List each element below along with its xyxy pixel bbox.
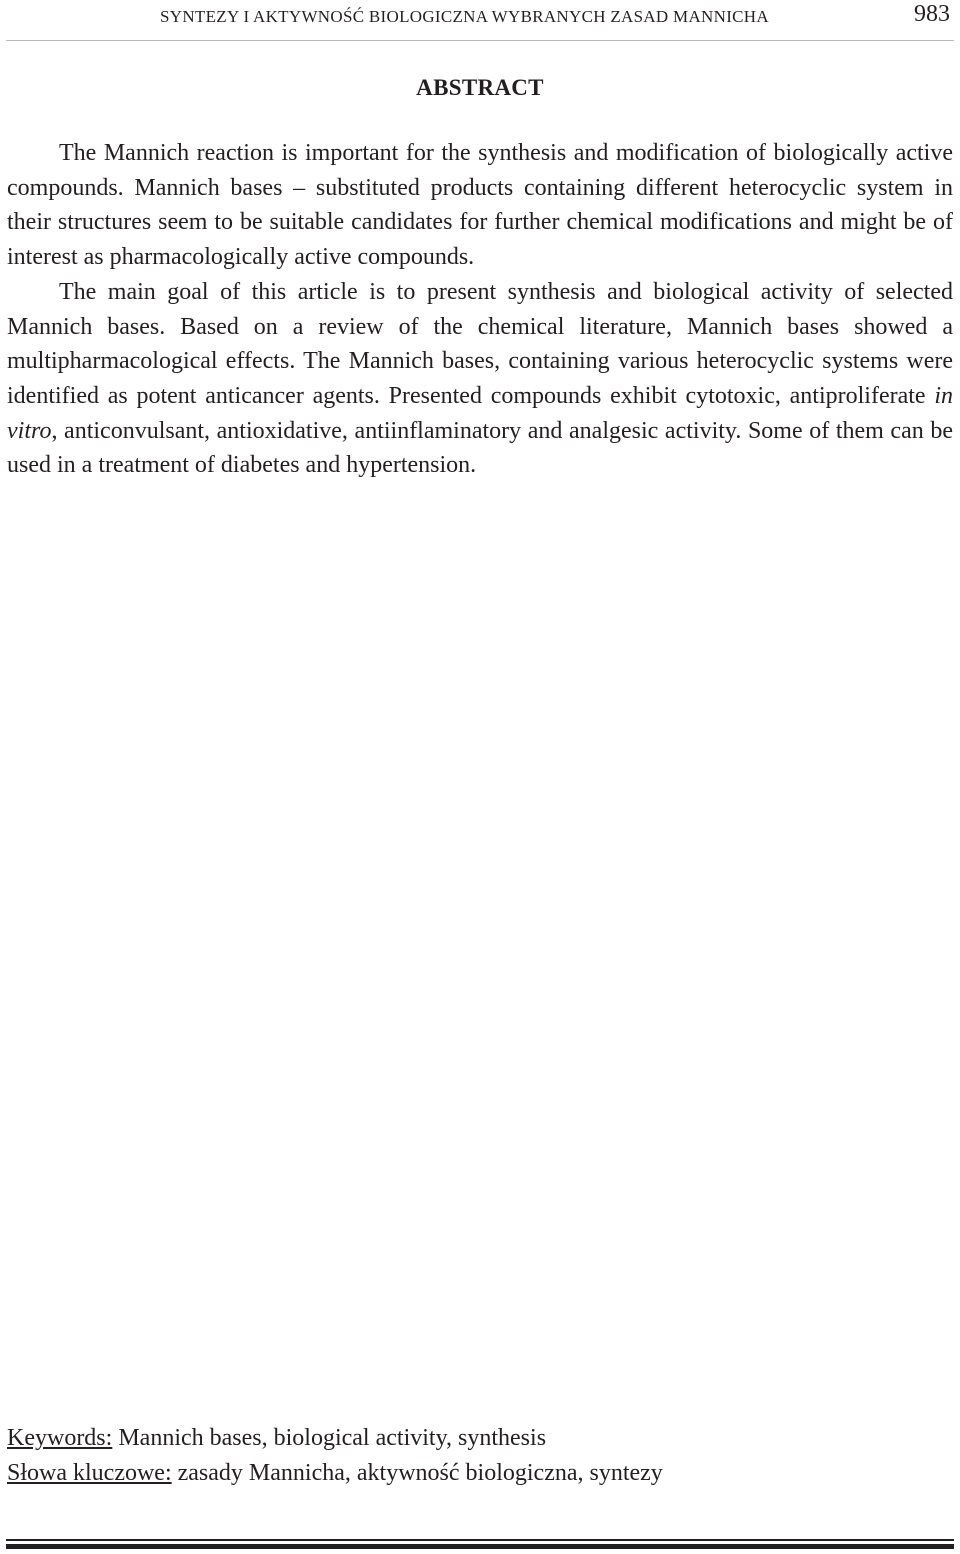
abstract-heading: ABSTRACT (416, 75, 544, 100)
footer-rule-thin (6, 1539, 954, 1541)
running-title: SYNTEZY I AKTYWNOŚĆ BIOLOGICZNA WYBRANYCH ZASAD MANNICHA (160, 7, 769, 26)
abstract-paragraph-2-italic: in vitro (7, 382, 953, 444)
abstract-paragraph-1: The Mannich reaction is important for the synthesis and modification of biologically active compounds. Mannich bases – substituted products containing different heterocyclic system in their structures seem to be suitable candidates for further chemical modifications and might be of interest as pharmacologically active compounds. (7, 140, 953, 271)
keywords-pl-label: Słowa kluczowe: (7, 1460, 172, 1486)
keywords-en-label: Keywords: (7, 1425, 113, 1451)
keywords-pl-value: zasady Mannicha, aktywność biologiczna, syntezy (171, 1460, 663, 1486)
keywords-block (7, 1421, 663, 1491)
footer-rule-thick (6, 1544, 954, 1549)
page-header (6, 0, 954, 41)
abstract-paragraph-2 (7, 275, 953, 483)
abstract-paragraph-2-part-2: , anticonvulsant, antioxidative, antiinflaminatory and analgesic activity. Some of them can be used in a treatment of diabetes and hypertension. (7, 417, 953, 479)
keywords-en (7, 1421, 663, 1456)
page-number: 983 (914, 1, 950, 27)
abstract-body (7, 136, 953, 483)
keywords-pl (7, 1456, 663, 1491)
keywords-en-value: Mannich bases, biological activity, synthesis (112, 1425, 547, 1451)
abstract-paragraph-2-part-1: The main goal of this article is to present synthesis and biological activity of selected Mannich bases. Based on a review of the chemical literature, Mannich bases showed a multipharmacological effects. The Mannich bases, containing various heterocyclic systems were identified as potent anticancer agents. Presented compounds exhibit cytotoxic, antiproliferate (7, 278, 953, 409)
